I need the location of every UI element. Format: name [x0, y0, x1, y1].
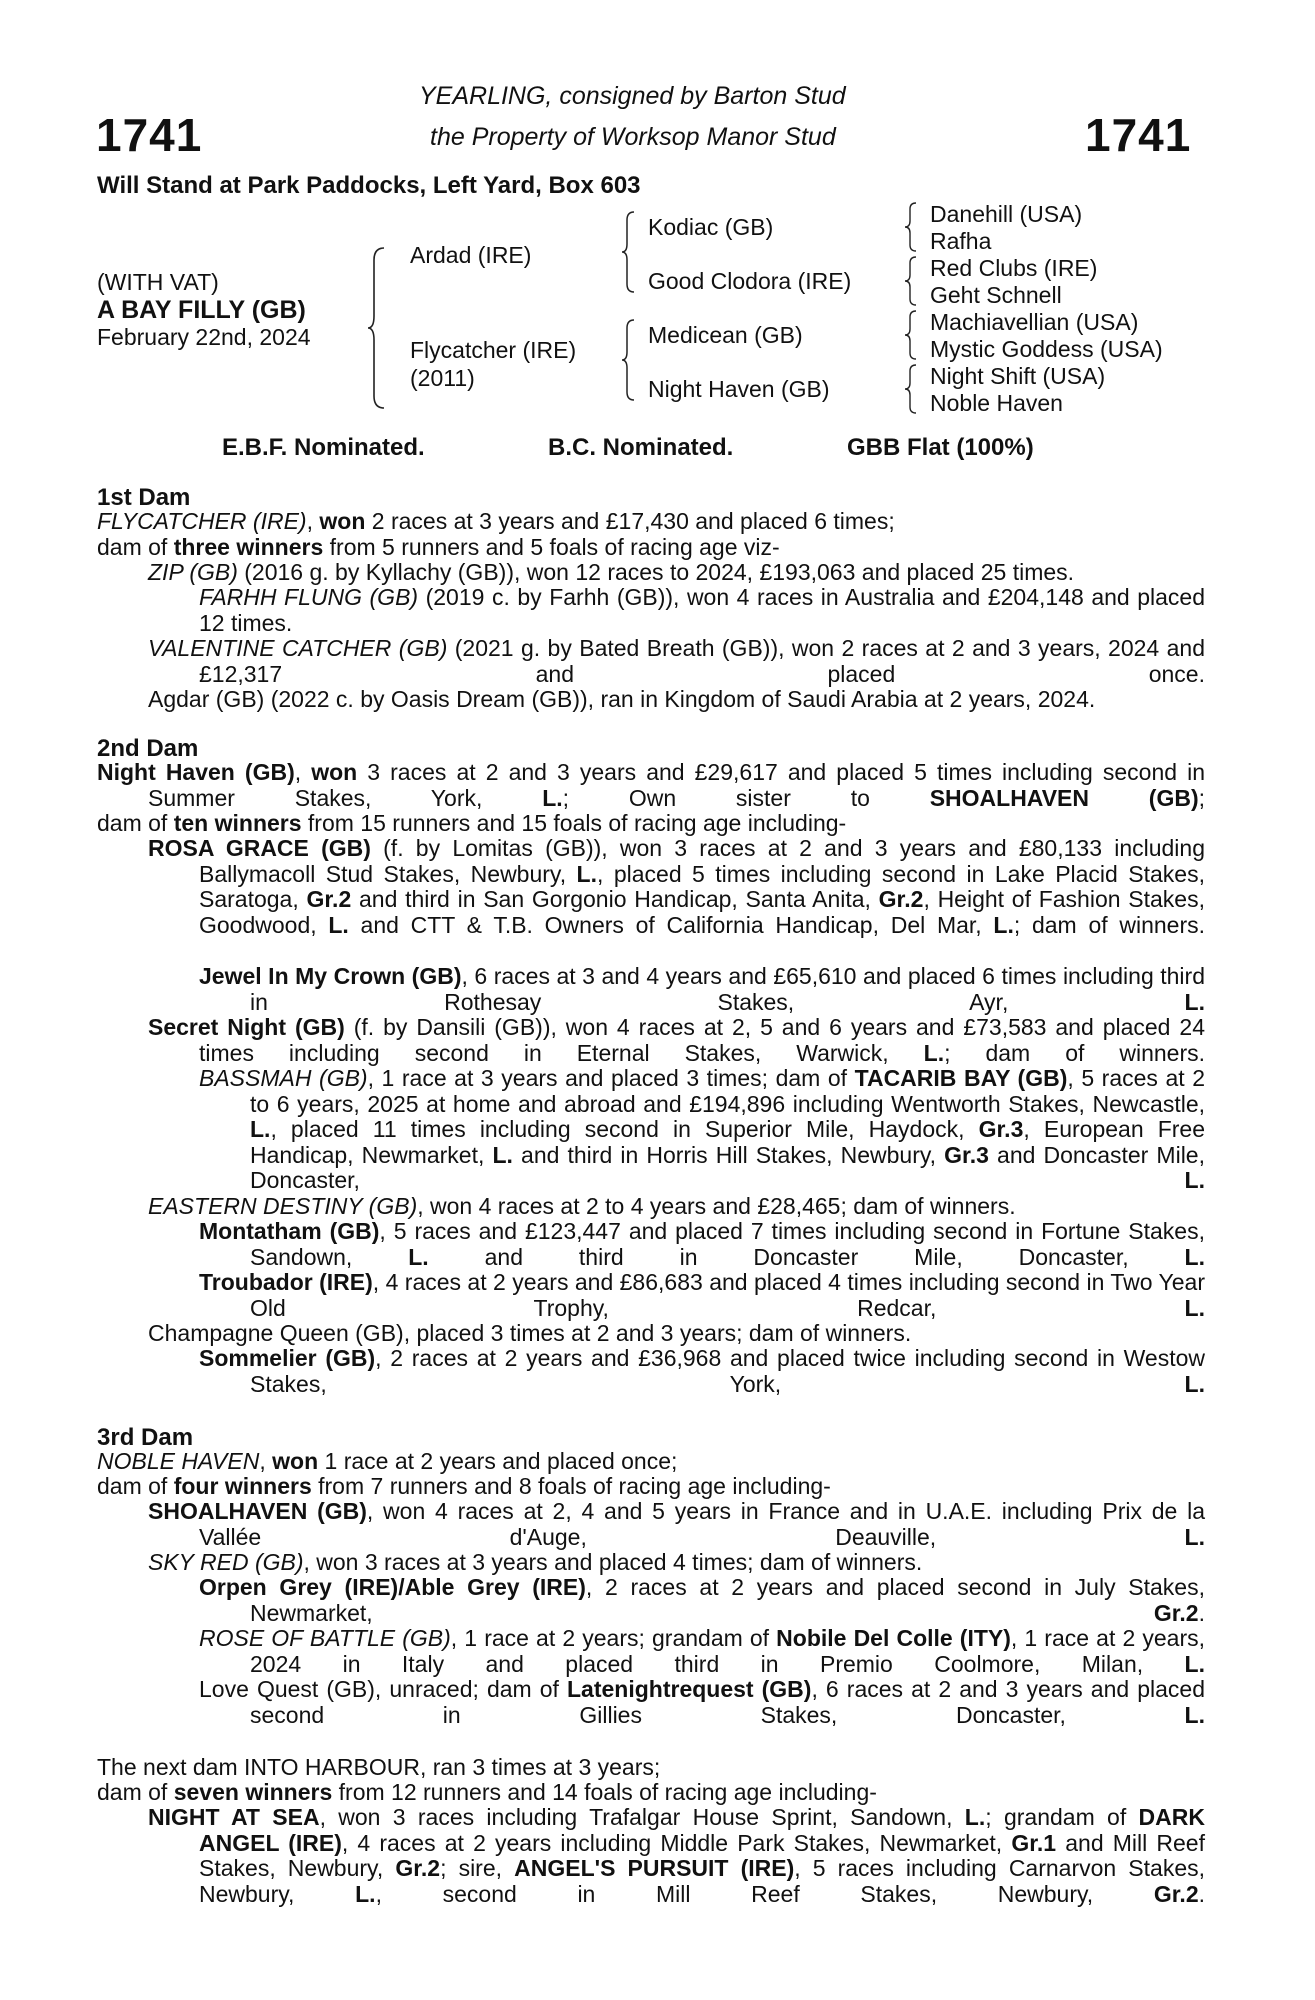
produce-name: VALENTINE CATCHER (GB)	[148, 635, 448, 661]
gbb-flat: GBB Flat (100%)	[847, 434, 1034, 461]
produce-champagne-queen: Champagne Queen (GB), placed 3 times at 2 and 3 years; dam of winners.	[148, 1320, 912, 1346]
pedigree-brace-main	[366, 246, 390, 410]
grade: L.	[964, 1804, 986, 1830]
punct: .	[1198, 1599, 1205, 1626]
bc-nominated: B.C. Nominated.	[548, 434, 734, 461]
pedigree-brace-3c	[903, 309, 919, 361]
produce-text: (2016 g. by Kyllachy (GB)), won 12 races to 2024, £193,063 and placed 25 times.	[237, 559, 1075, 585]
t: , 6 races at 2 and 3 years and placed second in Gillies Stakes, Doncaster,	[250, 1676, 1206, 1728]
dam-of: dam of	[97, 534, 174, 560]
produce-name: Jewel In My Crown (GB)	[199, 963, 462, 989]
produce-text: (2021 g. by Bated Breath (GB)), won 2 races at 2 and 3 years, 2024 and £12,317 and placed once.	[199, 635, 1205, 687]
produce-name: SHOALHAVEN (GB)	[148, 1498, 367, 1524]
t: , 1 race at 2 years; grandam of	[450, 1625, 777, 1651]
first-dam-title: 1st Dam	[97, 484, 191, 511]
record-text: 3 races at 2 and 3 years and £29,617 and placed 5 times including second in Summer Stakes, York,	[148, 759, 1206, 811]
grade: L.	[1184, 1523, 1205, 1550]
t: ; sire,	[440, 1855, 515, 1882]
grade: L.	[492, 1141, 513, 1168]
t: , won 4 races at 2, 4 and 5 years in France and in U.A.E. including Prix de la Vallée d'Auge, Deauville,	[199, 1498, 1205, 1550]
grade: Gr.2	[395, 1855, 441, 1882]
grade: L.	[408, 1243, 429, 1270]
t: and Doncaster Mile, Doncaster,	[250, 1141, 1205, 1194]
t: ; dam of winners.	[944, 1039, 1205, 1066]
won-label: won	[311, 759, 358, 785]
produce-name: Montatham (GB)	[199, 1218, 380, 1244]
foaling-date: February 22nd, 2024	[97, 324, 311, 350]
grade: L.	[1184, 1294, 1205, 1321]
sire-dam: Good Clodora (IRE)	[648, 268, 852, 294]
grade: L.	[576, 860, 597, 887]
t: , placed 11 times including second in Superior Mile, Haydock,	[270, 1116, 979, 1143]
winners-count: seven winners	[173, 1779, 333, 1805]
summary-text: from 12 runners and 14 foals of racing age including-	[332, 1779, 877, 1805]
dss: Machiavellian (USA)	[930, 309, 1139, 335]
sire-sire: Kodiac (GB)	[648, 214, 774, 240]
t: ; grandam of	[985, 1804, 1139, 1830]
t: (f. by Dansili (GB)), won 4 races at 2, 5 and 6 years and £73,583 and placed 24 times including second in Eternal Stakes, Warwick,	[199, 1014, 1205, 1066]
grade: Gr.3	[978, 1116, 1024, 1143]
lot-number-right: 1741	[1085, 109, 1192, 161]
t: , 5 races including Carnarvon Stakes, Newbury,	[199, 1855, 1205, 1907]
sss: Danehill (USA)	[930, 201, 1083, 227]
t: , placed 5 times including second in Lake Placid Stakes, Saratoga,	[199, 860, 1205, 913]
consignor-line: YEARLING, consigned by Barton Stud	[419, 82, 846, 110]
produce-name: Latenightrequest (GB)	[567, 1676, 812, 1702]
t: , 6 races at 3 and 4 years and £65,610 and placed 6 times including third in Rothesay Stakes, Ayr,	[250, 963, 1205, 1015]
t: , 1 race at 2 years, 2024 in Italy and placed third in Premio Coolmore, Milan,	[250, 1625, 1205, 1677]
t: , won 3 races including Trafalgar House Sprint, Sandown,	[319, 1804, 965, 1830]
grade: L.	[923, 1039, 945, 1066]
t: Love Quest (GB), unraced; dam of	[199, 1676, 567, 1702]
t: , 4 races at 2 years and £86,683 and placed 4 times including second in Two Year Old Trophy, Redcar,	[250, 1269, 1205, 1321]
grade: L.	[1184, 1370, 1205, 1397]
ssd: Rafha	[930, 228, 992, 254]
produce-name: FARHH FLUNG (GB)	[199, 584, 419, 610]
lot-number-left: 1741	[96, 109, 203, 161]
grade: L.	[1184, 1167, 1205, 1194]
produce-name: ZIP (GB)	[148, 559, 238, 585]
property-line: the Property of Worksop Manor Stud	[430, 123, 836, 151]
t: , won 3 races at 3 years and placed 4 times; dam of winners.	[303, 1549, 923, 1575]
produce-name: Orpen Grey (IRE)/Able Grey (IRE)	[199, 1574, 586, 1600]
produce-text: (2019 c. by Farhh (GB)), won 4 races in Australia and £204,148 and placed 12 times.	[199, 584, 1205, 636]
pedigree-brace-3d	[903, 363, 919, 415]
winners-count: ten winners	[173, 810, 302, 836]
dam-year: (2011)	[410, 365, 475, 391]
pedigree-brace-3a	[903, 201, 919, 253]
t: , 1 race at 3 years and placed 3 times; dam of	[367, 1065, 855, 1091]
grade: Gr.2	[306, 886, 352, 913]
location-line: Will Stand at Park Paddocks, Left Yard, Box 603	[97, 172, 641, 199]
ebf-nominated: E.B.F. Nominated.	[222, 434, 425, 461]
grade: Gr.1	[1011, 1829, 1057, 1856]
grade: L.	[250, 1116, 271, 1143]
summary-text: from 15 runners and 15 foals of racing age including-	[301, 810, 847, 836]
produce-name: TACARIB BAY (GB)	[854, 1065, 1068, 1091]
grade: L.	[993, 911, 1014, 938]
punct: ;	[1198, 784, 1206, 811]
t: and third in Doncaster Mile, Doncaster,	[428, 1243, 1185, 1270]
dam-of: dam of	[97, 1779, 174, 1805]
grade: Gr.2	[878, 886, 924, 913]
horse-name: A BAY FILLY (GB)	[97, 296, 306, 324]
grade: L.	[1184, 1701, 1205, 1728]
t: , 2 races at 2 years and placed second in July Stakes, Newmarket,	[250, 1574, 1205, 1626]
winners-count: four winners	[173, 1473, 312, 1499]
produce-name: ROSE OF BATTLE (GB)	[199, 1625, 451, 1651]
record-text: 2 races at 3 years and £17,430 and placed 6 times;	[365, 508, 895, 534]
t: , Height of Fashion Stakes, Goodwood,	[199, 886, 1205, 938]
dsd: Mystic Goddess (USA)	[930, 336, 1163, 362]
dam-of: dam of	[97, 810, 174, 836]
grade: L.	[1184, 988, 1205, 1015]
second-dam-name: Night Haven (GB)	[97, 759, 295, 785]
sire: Ardad (IRE)	[410, 242, 532, 268]
third-dam-title: 3rd Dam	[97, 1424, 194, 1451]
sds: Red Clubs (IRE)	[930, 255, 1098, 281]
grade: L.	[542, 784, 563, 811]
produce-name: SKY RED (GB)	[148, 1549, 304, 1575]
t: ; dam of winners.	[1013, 911, 1205, 938]
dam-dam: Night Haven (GB)	[648, 376, 830, 402]
t: and Mill Reef Stakes, Newbury,	[199, 1829, 1205, 1882]
summary-text: from 5 runners and 5 foals of racing age viz-	[323, 534, 780, 560]
grade: Gr.2	[1153, 1599, 1199, 1626]
produce-name: ROSA GRACE (GB)	[148, 835, 371, 861]
pedigree-brace-sire	[620, 210, 638, 294]
punct: .	[1198, 1880, 1206, 1907]
won-label: won	[272, 1448, 319, 1474]
t: , 2 races at 2 years and £36,968 and placed twice including second in Westow Stakes, York,	[250, 1345, 1205, 1397]
t: and third in San Gorgonio Handicap, Santa Anita,	[351, 886, 879, 913]
next-dam-record: The next dam INTO HARBOUR, ran 3 times at 3 years;	[97, 1754, 661, 1780]
second-dam-title: 2nd Dam	[97, 735, 199, 762]
pedigree-brace-dam	[620, 318, 638, 402]
first-dam-record: FLYCATCHER (IRE), won 2 races at 3 years and £17,430 and placed 6 times;	[97, 508, 895, 534]
t: , 5 races at 2 to 6 years, 2025 at home and abroad and £194,896 including Wentworth Stakes, Newcastle,	[250, 1065, 1205, 1117]
produce-name: Troubador (IRE)	[199, 1269, 373, 1295]
third-dam-name: NOBLE HAVEN	[97, 1448, 260, 1474]
vat-label: (WITH VAT)	[97, 269, 219, 295]
produce-name: DARK ANGEL (IRE)	[199, 1804, 1205, 1856]
t: , European Free Handicap, Newmarket,	[250, 1116, 1205, 1168]
grade: L.	[328, 911, 349, 938]
produce-love-quest	[199, 1677, 1205, 1754]
dam-of: dam of	[97, 1473, 174, 1499]
t: (f. by Lomitas (GB)), won 3 races at 2 and 3 years and £80,133 including Ballymacoll Stud Stakes, Newbury,	[199, 835, 1205, 887]
produce-agdar: Agdar (GB) (2022 c. by Oasis Dream (GB)), ran in Kingdom of Saudi Arabia at 2 years, 2024.	[148, 686, 1096, 712]
sister-name: SHOALHAVEN (GB)	[929, 784, 1199, 811]
sdd: Geht Schnell	[930, 282, 1062, 308]
grade: L.	[355, 1880, 376, 1907]
won-label: won	[319, 508, 366, 534]
record-text: 1 race at 2 years and placed once;	[318, 1448, 678, 1474]
produce-name: EASTERN DESTINY (GB)	[148, 1193, 418, 1219]
produce-night-at-sea	[148, 1805, 1205, 1933]
summary-text: from 7 runners and 8 foals of racing age including-	[311, 1473, 831, 1499]
t: and CTT & T.B. Owners of California Handicap, Del Mar,	[348, 911, 994, 938]
t: , second in Mill Reef Stakes, Newbury,	[375, 1880, 1154, 1907]
produce-name: ANGEL'S PURSUIT (IRE)	[514, 1855, 795, 1882]
ddd: Noble Haven	[930, 390, 1063, 416]
produce-name: BASSMAH (GB)	[199, 1065, 368, 1091]
grade: Gr.3	[944, 1141, 989, 1168]
second-dam-record: Night Haven (GB), won 3 races at 2 and 3 years and £29,617 and placed 5 times including second in Summer Stakes, York, L.; Own sister to SHOALHAVEN (GB);	[97, 759, 1206, 811]
t: , 5 races and £123,447 and placed 7 times including second in Fortune Stakes, Sandown,	[250, 1218, 1205, 1270]
t: , won 4 races at 2 to 4 years and £28,465; dam of winners.	[417, 1193, 1016, 1219]
own-sister: ; Own sister to	[562, 784, 930, 811]
third-dam-record: NOBLE HAVEN, won 1 race at 2 years and placed once;	[97, 1448, 678, 1474]
first-dam-name: FLYCATCHER (IRE)	[97, 508, 307, 534]
produce-name: Sommelier (GB)	[199, 1345, 376, 1371]
dds: Night Shift (USA)	[930, 363, 1106, 389]
produce-sommelier	[199, 1346, 1205, 1423]
produce-name: Secret Night (GB)	[148, 1014, 345, 1040]
dam: Flycatcher (IRE)	[410, 337, 577, 363]
pedigree-brace-3b	[903, 255, 919, 307]
t: and third in Horris Hill Stakes, Newbury,	[512, 1141, 945, 1168]
grade: L.	[1184, 1650, 1205, 1677]
produce-name: Nobile Del Colle (ITY)	[776, 1625, 1011, 1651]
produce-rosa-grace	[148, 836, 1205, 964]
dam-sire: Medicean (GB)	[648, 322, 803, 348]
t: , 4 races at 2 years including Middle Park Stakes, Newmarket,	[341, 1829, 1012, 1856]
winners-count: three winners	[173, 534, 324, 560]
produce-name: NIGHT AT SEA	[148, 1804, 320, 1830]
grade: L.	[1184, 1243, 1205, 1270]
grade: Gr.2	[1153, 1880, 1199, 1907]
